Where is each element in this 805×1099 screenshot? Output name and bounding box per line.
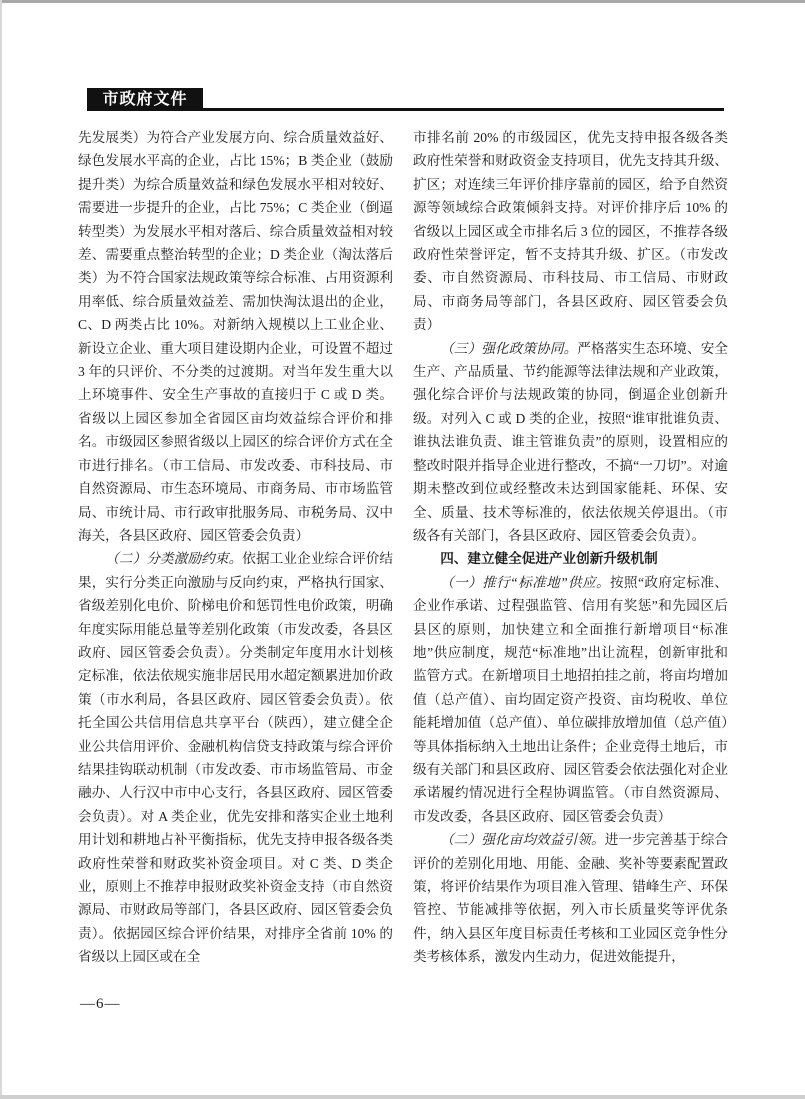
paragraph-text: 先发展类）为符合产业发展方向、综合质量效益好、绿色发展水平高的企业，占比 15%；B 类企业（鼓励提升类）为综合质量效益和绿色发展水平相对较好、需要进一步提升的企业，占比 75%；C 类企业（倒逼转型类）为发展水平相对落后、综合质量效益相对较差、需要重点整治转型的企业；D 类企业（淘汰落后类）为不符合国家法规政策等综合标准、占用资源利用率低、综合质量效益差、需加快淘汰退出的企业，C、D 两类占比 10%。对新纳入规模以上工业企业、新设立企业、重大项目建设期内企业，可设置不超过 3 年的只评价、不分类的过渡期。对当年发生重大以上环境事件、安全生产事故的直接归于 C 或 D 类。省级以上园区参加全省园区亩均效益综合评价和排名。市级园区参照省级以上园区的综合评价方式在全市进行排名。（市工信局、市发改委、市科技局、市自然资源局、市生态环境局、市商务局、市市场监管局、市统计局、市行政审批服务局、市税务局、汉中海关，各县区政府、园区管委会负责） <box>78 130 393 543</box>
text-column-right <box>413 126 728 969</box>
paragraph-text: 进一步完善基于综合评价的差别化用地、用能、金融、奖补等要素配置政策，将评价结果作为项目准入管理、错峰生产、环保管控、节能减排等依据，列入市长质量奖等评优条件，纳入县区年度目标责任考核和工业园区竞争性分类考核体系，激发内生动力，促进效能提升， <box>413 832 728 965</box>
section-heading: 四、建立健全促进产业创新升级机制 <box>440 551 658 567</box>
paragraph-text: 依据工业企业综合评价结果，实行分类正向激励与反向约束，严格执行国家、省级差别化电价、阶梯电价和惩罚性电价政策，明确年度实际用能总量等差别化政策（市发改委，各县区政府、园区管委会负责）。分类制定年度用水计划核定标准，依法依规实施非居民用水超定额累进加价政策（市水利局，各县区政府、园区管委会负责）。依托全国公共信用信息共享平台（陕西），建立健全企业公共信用评价、金融机构信贷支持政策与综合评价结果挂钩联动机制（市发改委、市市场监管局、市金融办、人行汉中市中心支行，各县区政府、园区管委会负责）。对 A 类企业，优先安排和落实企业土地利用计划和耕地占补平衡指标，优先支持申报各级各类政府性荣誉和财政奖补资金项目。对 C 类、D 类企业，原则上不推荐申报财政奖补资金支持（市自然资源局、市财政局等部门，各县区政府、园区管委会负责）。依据园区综合评价结果，对排序全省前 10% 的省级以上园区或在全 <box>78 551 393 965</box>
paragraph-continuation <box>413 126 728 337</box>
paragraph-heading: （二）分类激励约束。 <box>105 551 243 567</box>
scan-edge-bottom <box>0 1095 805 1099</box>
scan-edge-top <box>0 0 805 3</box>
paragraph-heading: （一）推行“标准地”供应。 <box>440 574 611 590</box>
scan-edge-left <box>0 0 2 1099</box>
paragraph-continuation <box>78 126 393 547</box>
paragraph-text: 严格落实生态环境、安全生产、产品质量、节约能源等法律法规和产业政策，强化综合评价与法规政策的协同，倒逼企业创新升级。对列入 C 或 D 类的企业，按照“谁审批谁负责、谁执法谁负责、谁主管谁负责”的原则，设置相应的整改时限并指导企业进行整改，不搞“一刀切”。对逾期未整改到位或经整改未达到国家能耗、环保、安全、质量、技术等标准的，依法依规关停退出。（市级各有关部门，各县区政府、园区管委会负责）。 <box>413 340 728 543</box>
page-number: —6— <box>80 996 121 1012</box>
header-rule <box>87 108 724 111</box>
paragraph <box>413 828 728 968</box>
text-column-left <box>78 126 393 969</box>
paragraph-text: 市排名前 20% 的市级园区，优先支持申报各级各类政府性荣誉和财政资金支持项目，优先支持其升级、扩区；对连续三年评价排序靠前的园区，给予自然资源等领域综合政策倾斜支持。对评价排序后 10% 的省级以上园区或全市排名后 3 位的园区，不推荐各级政府性荣誉评定，暂不支持其升级、扩区。（市发改委、市自然资源局、市科技局、市工信局、市财政局、市商务局等部门，各县区政府、园区管委会负责） <box>413 130 728 333</box>
paragraph <box>78 547 393 968</box>
paragraph <box>413 571 728 828</box>
paragraph-heading: （三）强化政策协同。 <box>440 340 578 356</box>
paragraph-text: 按照“政府定标准、企业作承诺、过程强监管、信用有奖惩”和先园区后县区的原则，加快建立和全面推行新增项目“标准地”供应制度，规范“标准地”出让流程，创新审批和监管方式。在新增项目土地招拍挂之前，将亩均增加值（总产值）、亩均固定资产投资、亩均税收、单位能耗增加值（总产值）、单位碳排放增加值（总产值）等具体指标纳入土地出让条件；企业竞得土地后，市级有关部门和县区政府、园区管委会依法强化对企业承诺履约情况进行全程协调监管。（市自然资源局、市发改委，各县区政府、园区管委会负责） <box>413 574 728 824</box>
header-label: 市政府文件 <box>102 91 188 108</box>
paragraph <box>413 337 728 548</box>
paragraph-heading: （二）强化亩均效益引领。 <box>440 832 605 848</box>
